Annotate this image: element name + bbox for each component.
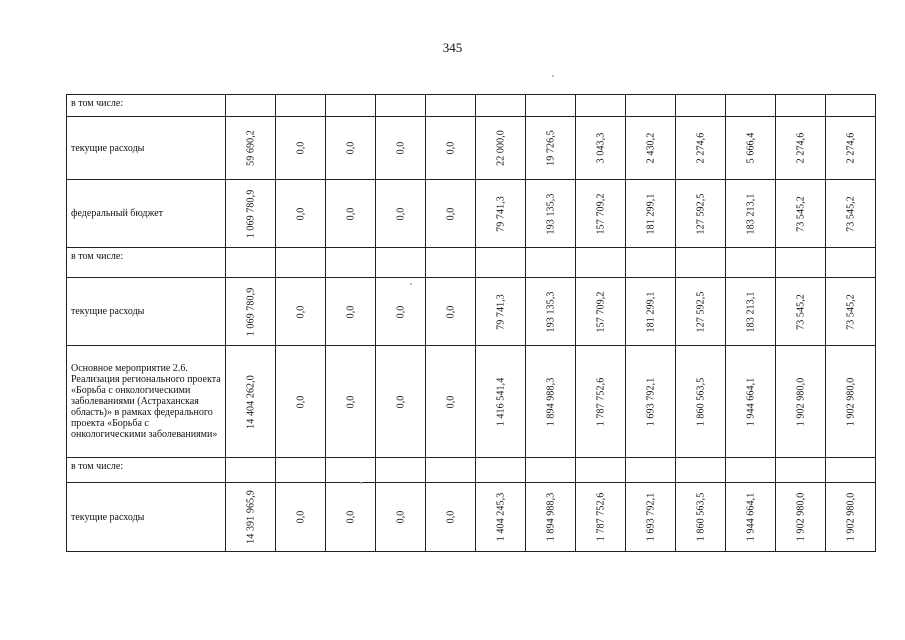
value-cell — [826, 180, 876, 248]
value-cell — [276, 180, 326, 248]
cell-value: 1 944 664,1 — [745, 377, 756, 426]
value-cell — [776, 483, 826, 552]
cell-value: 1 416 541,4 — [495, 377, 506, 426]
cell-value: 1 693 792,1 — [645, 492, 656, 542]
value-cell — [226, 278, 276, 346]
cell-value: 0,0 — [345, 395, 356, 408]
value-cell — [776, 95, 826, 117]
cell-value: 19 726,5 — [545, 130, 556, 166]
cell-value: 1 404 245,3 — [495, 492, 506, 542]
page-number: 345 — [442, 40, 463, 55]
value-cell — [426, 346, 476, 458]
value-cell — [226, 248, 276, 278]
cell-value: 1 860 563,5 — [695, 377, 706, 426]
value-cell — [476, 248, 526, 278]
value-cell — [326, 278, 376, 346]
value-cell — [576, 278, 626, 346]
budget-table — [66, 94, 876, 552]
value-cell — [326, 483, 376, 552]
cell-value: 3 043,3 — [595, 132, 606, 164]
cell-value: 0,0 — [345, 141, 356, 155]
value-cell — [476, 95, 526, 117]
cell-value: 1 787 752,6 — [595, 492, 606, 542]
value-cell — [626, 483, 676, 552]
value-cell — [726, 346, 776, 458]
value-cell — [576, 346, 626, 458]
cell-value: 157 709,2 — [595, 193, 606, 234]
value-cell — [426, 95, 476, 117]
value-cell — [726, 278, 776, 346]
cell-value: 0,0 — [445, 305, 456, 318]
value-cell — [776, 346, 826, 458]
value-cell — [826, 248, 876, 278]
cell-value: 0,0 — [395, 395, 406, 408]
value-cell — [626, 95, 676, 117]
cell-value: 79 741,3 — [495, 195, 506, 232]
value-cell — [476, 117, 526, 180]
cell-value: 79 741,3 — [495, 293, 506, 330]
value-cell — [376, 248, 426, 278]
cell-value: 0,0 — [445, 207, 456, 220]
value-cell — [526, 458, 576, 483]
cell-value: 1 902 980,0 — [795, 377, 806, 426]
cell-value: 22 000,0 — [495, 130, 506, 166]
cell-value: 0,0 — [295, 141, 306, 155]
value-cell — [576, 248, 626, 278]
value-cell — [276, 458, 326, 483]
value-cell — [776, 117, 826, 180]
value-cell — [626, 346, 676, 458]
cell-value: 1 787 752,6 — [595, 377, 606, 426]
cell-value: 0,0 — [445, 510, 456, 524]
cell-value: 1 902 980,0 — [795, 492, 806, 542]
value-cell — [476, 278, 526, 346]
row-label: федеральный бюджет — [67, 180, 226, 248]
cell-value: 193 135,3 — [545, 193, 556, 234]
value-cell — [226, 346, 276, 458]
cell-value: 73 545,2 — [795, 293, 806, 330]
value-cell — [576, 458, 626, 483]
cell-value: 2 430,2 — [645, 132, 656, 164]
value-cell — [726, 180, 776, 248]
value-cell — [376, 278, 426, 346]
row-label: в том числе: — [67, 248, 226, 278]
value-cell — [326, 248, 376, 278]
cell-value: 73 545,2 — [795, 195, 806, 232]
cell-value: 0,0 — [295, 510, 306, 524]
scan-speck — [360, 482, 362, 484]
value-cell — [526, 248, 576, 278]
cell-value: 0,0 — [345, 510, 356, 524]
value-cell — [326, 95, 376, 117]
value-cell — [426, 180, 476, 248]
value-cell — [726, 483, 776, 552]
cell-value: 0,0 — [445, 141, 456, 155]
value-cell — [376, 346, 426, 458]
value-cell — [226, 95, 276, 117]
value-cell — [426, 117, 476, 180]
value-cell — [276, 346, 326, 458]
cell-value: 127 592,5 — [695, 291, 706, 332]
value-cell — [276, 248, 326, 278]
scan-speck — [410, 283, 412, 285]
table-row — [67, 278, 876, 346]
value-cell — [826, 278, 876, 346]
value-cell — [376, 95, 426, 117]
cell-value: 2 274,6 — [795, 132, 806, 164]
cell-value: 1 693 792,1 — [645, 377, 656, 426]
value-cell — [776, 458, 826, 483]
cell-value: 0,0 — [295, 395, 306, 408]
cell-value: 0,0 — [345, 207, 356, 220]
cell-value: 73 545,2 — [845, 195, 856, 232]
value-cell — [776, 180, 826, 248]
value-cell — [476, 180, 526, 248]
cell-value: 0,0 — [395, 207, 406, 220]
cell-value: 127 592,5 — [695, 193, 706, 234]
value-cell — [826, 458, 876, 483]
cell-value: 181 299,1 — [645, 193, 656, 234]
value-cell — [326, 458, 376, 483]
subheader-row — [67, 95, 876, 117]
row-label: текущие расходы — [67, 483, 226, 552]
cell-value: 1 894 988,3 — [545, 492, 556, 542]
cell-value: 1 069 780,9 — [245, 287, 256, 336]
value-cell — [276, 117, 326, 180]
value-cell — [676, 117, 726, 180]
value-cell — [376, 483, 426, 552]
cell-value: 183 213,1 — [745, 193, 756, 234]
value-cell — [776, 278, 826, 346]
value-cell — [576, 483, 626, 552]
table-row — [67, 483, 876, 552]
value-cell — [726, 117, 776, 180]
cell-value: 157 709,2 — [595, 291, 606, 332]
value-cell — [726, 248, 776, 278]
value-cell — [476, 346, 526, 458]
value-cell — [526, 95, 576, 117]
value-cell — [226, 180, 276, 248]
value-cell — [276, 483, 326, 552]
value-cell — [676, 278, 726, 346]
value-cell — [276, 278, 326, 346]
value-cell — [326, 180, 376, 248]
value-cell — [676, 458, 726, 483]
value-cell — [726, 458, 776, 483]
value-cell — [426, 458, 476, 483]
value-cell — [576, 95, 626, 117]
value-cell — [526, 117, 576, 180]
subheader-row — [67, 458, 876, 483]
cell-value: 1 894 988,3 — [545, 377, 556, 426]
cell-value: 1 902 980,0 — [845, 492, 856, 542]
cell-value: 2 274,6 — [695, 132, 706, 164]
value-cell — [676, 95, 726, 117]
value-cell — [526, 278, 576, 346]
cell-value: 2 274,6 — [845, 132, 856, 164]
value-cell — [276, 95, 326, 117]
value-cell — [376, 180, 426, 248]
value-cell — [326, 346, 376, 458]
value-cell — [726, 95, 776, 117]
value-cell — [676, 346, 726, 458]
value-cell — [826, 346, 876, 458]
cell-value: 0,0 — [295, 305, 306, 318]
cell-value: 1 944 664,1 — [745, 492, 756, 542]
row-label: в том числе: — [67, 95, 226, 117]
value-cell — [226, 458, 276, 483]
value-cell — [676, 483, 726, 552]
cell-value: 14 391 965,9 — [245, 490, 256, 544]
table-row — [67, 180, 876, 248]
value-cell — [326, 117, 376, 180]
value-cell — [626, 278, 676, 346]
value-cell — [826, 483, 876, 552]
value-cell — [526, 180, 576, 248]
value-cell — [476, 458, 526, 483]
value-cell — [626, 117, 676, 180]
value-cell — [426, 278, 476, 346]
row-label: текущие расходы — [67, 278, 226, 346]
value-cell — [826, 95, 876, 117]
cell-value: 0,0 — [395, 510, 406, 524]
cell-value: 183 213,1 — [745, 291, 756, 332]
value-cell — [626, 180, 676, 248]
cell-value: 1 860 563,5 — [695, 492, 706, 542]
cell-value: 0,0 — [395, 141, 406, 155]
cell-value: 181 299,1 — [645, 291, 656, 332]
budget-table-body — [67, 95, 876, 552]
row-label: текущие расходы — [67, 117, 226, 180]
row-label: в том числе: — [67, 458, 226, 483]
value-cell — [576, 180, 626, 248]
value-cell — [626, 458, 676, 483]
table-row — [67, 117, 876, 180]
cell-value: 1 069 780,9 — [245, 189, 256, 238]
value-cell — [226, 483, 276, 552]
cell-value: 0,0 — [345, 305, 356, 318]
cell-value: 73 545,2 — [845, 293, 856, 330]
value-cell — [776, 248, 826, 278]
table-row — [67, 346, 876, 458]
value-cell — [676, 180, 726, 248]
cell-value: 14 404 262,0 — [245, 374, 256, 429]
value-cell — [576, 117, 626, 180]
value-cell — [476, 483, 526, 552]
cell-value: 193 135,3 — [545, 291, 556, 332]
value-cell — [526, 346, 576, 458]
value-cell — [826, 117, 876, 180]
value-cell — [426, 483, 476, 552]
cell-value: 59 690,2 — [245, 130, 256, 166]
value-cell — [376, 458, 426, 483]
cell-value: 5 666,4 — [745, 132, 756, 164]
value-cell — [626, 248, 676, 278]
scan-speck — [552, 75, 554, 77]
cell-value: 0,0 — [445, 395, 456, 408]
value-cell — [426, 248, 476, 278]
cell-value: 1 902 980,0 — [845, 377, 856, 426]
cell-value: 0,0 — [395, 305, 406, 318]
value-cell — [226, 117, 276, 180]
row-label: Основное мероприятие 2.6. Реализация регионального проекта «Борьба с онкологическими заболеваниями (Астраханская область)» в рамках федерального проекта «Борьба с онкологическими заболеваниями» — [67, 346, 226, 458]
subheader-row — [67, 248, 876, 278]
value-cell — [676, 248, 726, 278]
value-cell — [376, 117, 426, 180]
value-cell — [526, 483, 576, 552]
cell-value: 0,0 — [295, 207, 306, 220]
